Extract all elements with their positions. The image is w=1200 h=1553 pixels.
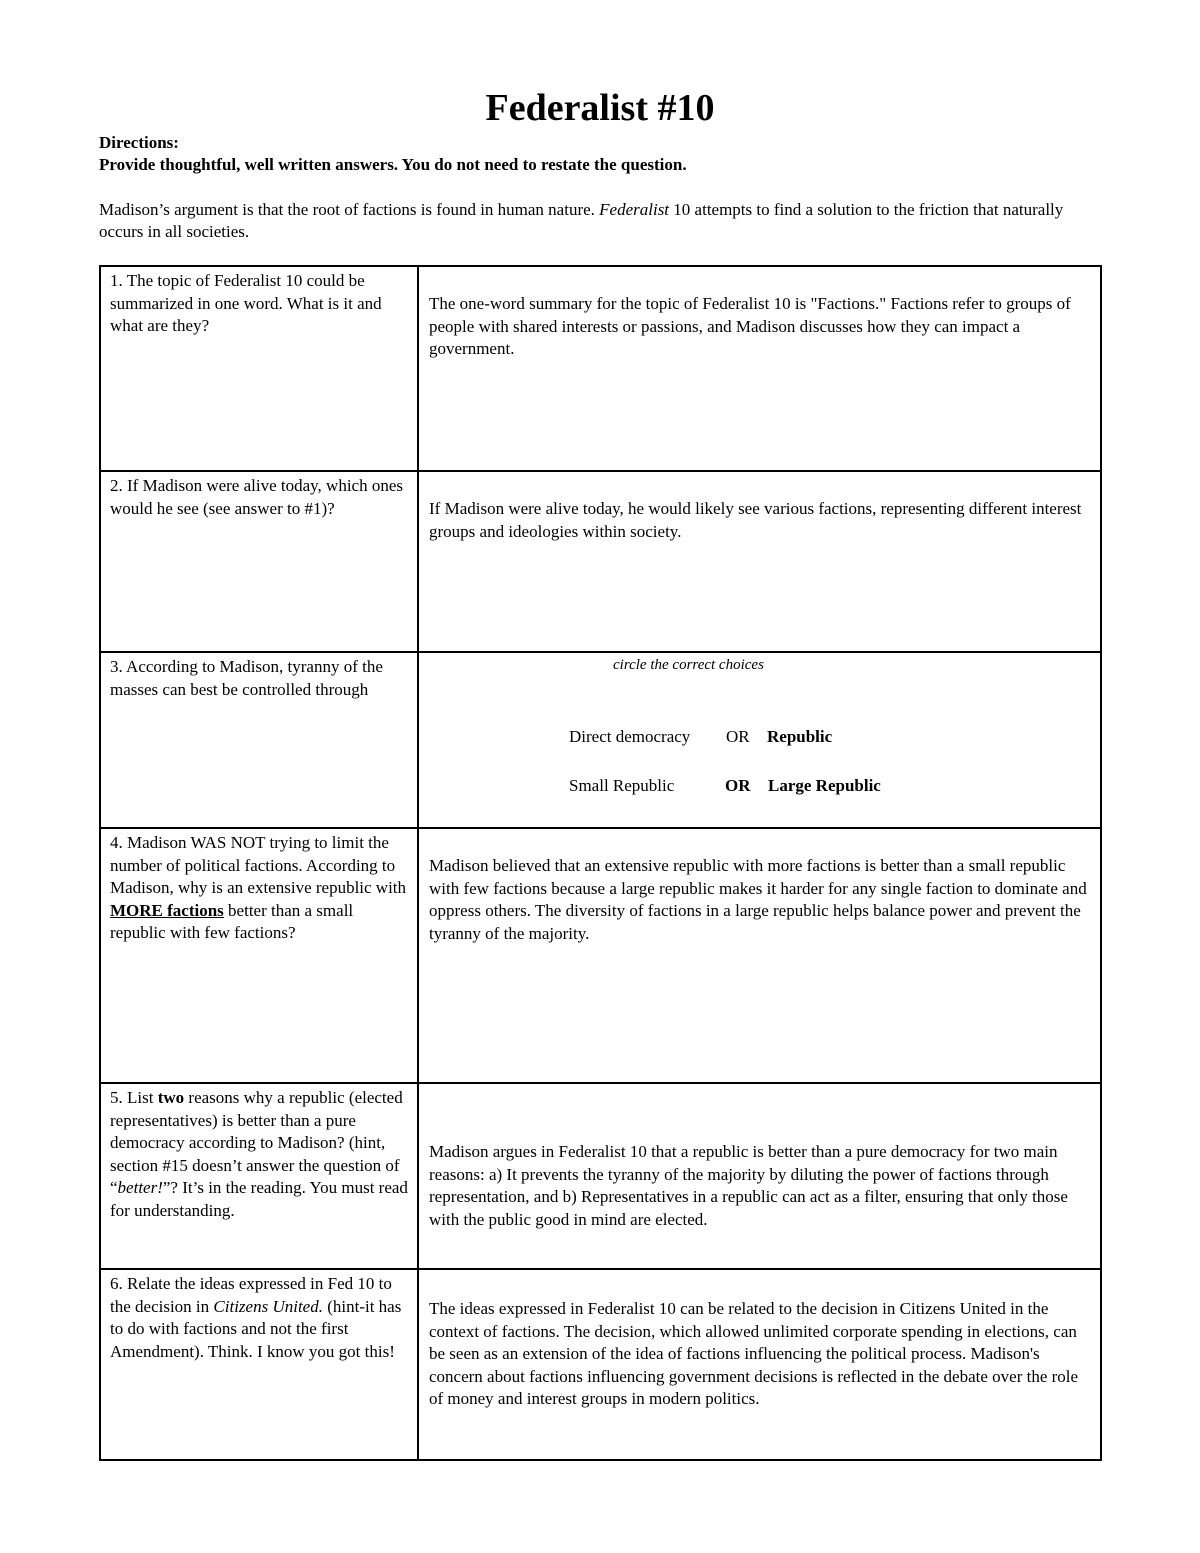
question-cell: [100, 266, 418, 471]
table-row: [100, 471, 1101, 652]
table-row: [100, 266, 1101, 471]
table-row: [100, 828, 1101, 1083]
answer-text[interactable]: The ideas expressed in Federalist 10 can be related to the decision in Citizens United in the context of factions. The decision, which allowed unlimited corporate spending in elections, can be seen as an extension of the idea of factions influencing the political process. Madison's concern about factions influencing government decisions is reflected in the debate over the role of money and interest groups in modern politics.: [429, 1299, 1079, 1408]
question-text-part: better than a small republic with few factions?: [110, 900, 354, 942]
answer-text[interactable]: Madison argues in Federalist 10 that a republic is better than a pure democracy for two main reasons: a) It prevents the tyranny of the majority by diluting the power of factions through representation, and b) Representatives in a republic can act as a filter, ensuring that only those with the public good in mind are elected.: [429, 1142, 1068, 1229]
question-text: [101, 829, 417, 945]
question-text: [101, 1084, 417, 1222]
question-cell: [100, 1269, 418, 1460]
question-text: 1. The topic of Federalist 10 could be summarized in one word. What is it and what are they?: [110, 271, 382, 335]
answer-cell[interactable]: [418, 471, 1101, 652]
question-text-part: 4. Madison WAS NOT trying to limit the number of political factions. According to Madison, why is an extensive republic with: [110, 833, 407, 897]
answer-text[interactable]: Madison believed that an extensive republic with more factions is better than a small republic with few factions because a large republic makes it harder for any single faction to dominate and oppress others. The diversity of factions in a large republic helps balance power and prevent the tyranny of the majority.: [429, 856, 1087, 943]
table-row: [100, 1083, 1101, 1269]
question-emphasis: MORE factions: [110, 900, 224, 920]
choice-direct-democracy[interactable]: Direct democracy: [569, 727, 691, 746]
question-text: 2. If Madison were alive today, which ones would he see (see answer to #1)?: [110, 476, 404, 518]
answer-text[interactable]: The one-word summary for the topic of Federalist 10 is "Factions." Factions refer to groups of people with shared interests or passions, and Madison discusses how they can impact a government.: [429, 294, 1071, 358]
question-italic: better!: [117, 1178, 163, 1197]
answer-text[interactable]: If Madison were alive today, he would likely see various factions, representing different interest groups and ideologies within society.: [429, 499, 1082, 541]
page-title: Federalist #10: [485, 87, 715, 129]
question-text: [101, 1270, 417, 1363]
question-answer-table: [99, 265, 1102, 1461]
question-text: 3. According to Madison, tyranny of the masses can best be controlled through: [110, 657, 383, 699]
intro-text-2: 10 attempts to find a solution to the friction that naturally occurs in all societies.: [99, 200, 1064, 241]
question-cell: [100, 471, 418, 652]
circle-instruction: circle the correct choices: [613, 657, 764, 673]
question-text-part: (hint-it has to do with factions and not the first Amendment). Think. I know you got this!: [110, 1296, 402, 1361]
question-text-part: reasons why a republic (elected representatives) is better than a pure democracy according to Madison? (hint, section #15 doesn’t answer the question of “: [110, 1088, 403, 1197]
choice-or-label: OR: [726, 727, 750, 746]
question-italic: Citizens United.: [213, 1296, 323, 1316]
intro-text-1: Madison’s argument is that the root of factions is found in human nature.: [99, 200, 600, 219]
choice-or-label: OR: [725, 776, 751, 795]
choice-small-republic[interactable]: Small Republic: [569, 776, 675, 795]
intro-paragraph: [99, 199, 1079, 243]
directions-text: Provide thoughtful, well written answers. You do not need to restate the question.: [99, 155, 687, 174]
answer-cell[interactable]: [418, 266, 1101, 471]
question-text-part: ”? It’s in the reading. You must read for understanding.: [110, 1178, 408, 1220]
answer-cell[interactable]: [418, 1269, 1101, 1460]
table-row: [100, 652, 1101, 828]
choice-republic[interactable]: Republic: [767, 727, 833, 746]
intro-italic: Federalist: [599, 200, 670, 219]
question-bold: two: [157, 1088, 185, 1107]
answer-cell[interactable]: [418, 828, 1101, 1083]
question-cell: [100, 652, 418, 828]
directions-label: Directions:: [99, 133, 179, 152]
question-cell: [100, 828, 418, 1083]
question-cell: [100, 1083, 418, 1269]
question-text-part: 5. List: [110, 1088, 158, 1107]
choices-cell: [418, 652, 1101, 828]
question-text-part: 6. Relate the ideas expressed in Fed 10 to the decision in: [110, 1274, 392, 1316]
table-row: [100, 1269, 1101, 1460]
choice-large-republic[interactable]: Large Republic: [768, 776, 881, 795]
answer-cell[interactable]: [418, 1083, 1101, 1269]
